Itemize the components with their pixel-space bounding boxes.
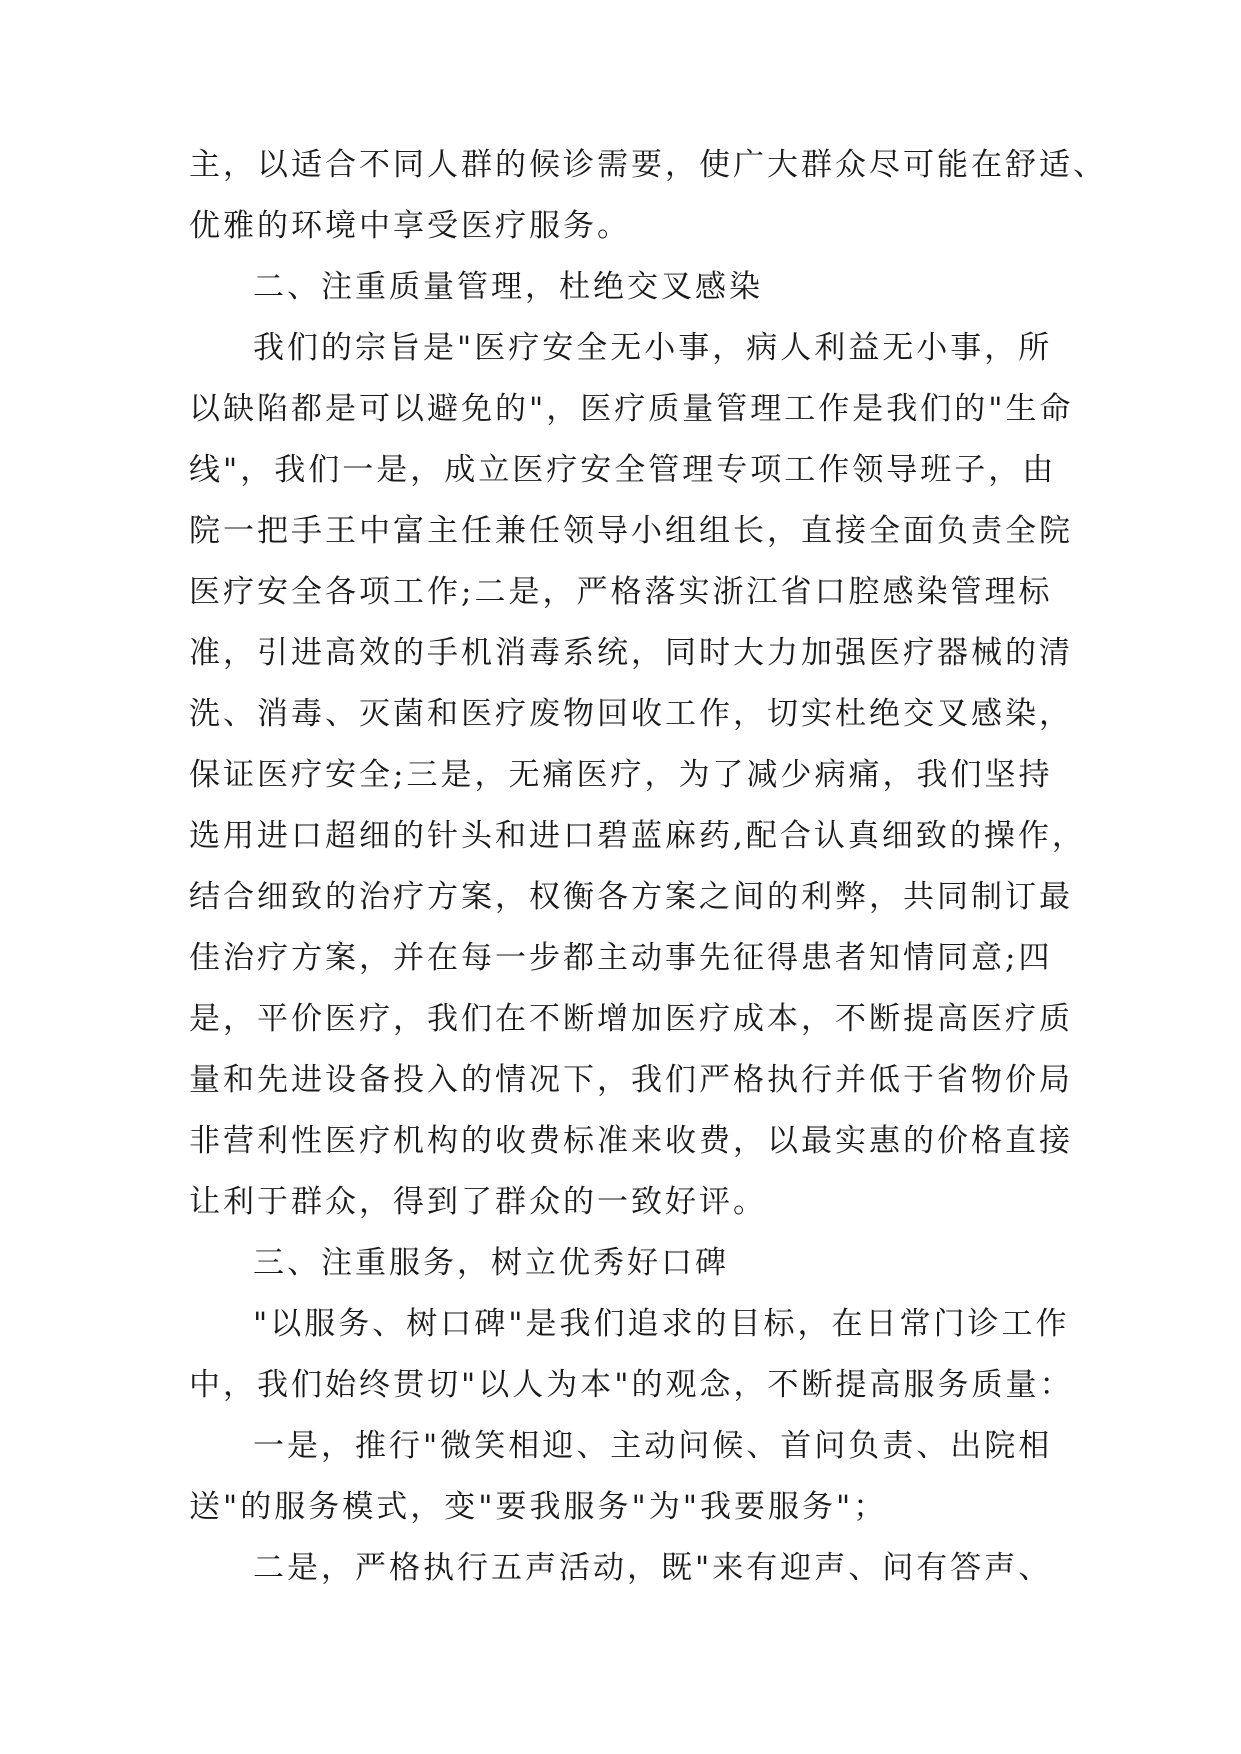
- body-line: 保证医疗安全;三是，无痛医疗，为了减少病痛，我们坚持: [189, 757, 1053, 793]
- body-line: 佳治疗方案，并在每一步都主动事先征得患者知情同意;四: [189, 940, 1053, 976]
- body-line: 结合细致的治疗方案，权衡各方案之间的利弊，共同制订最: [189, 879, 1073, 915]
- section-heading: 三、注重服务，树立优秀好口碑: [253, 1245, 729, 1281]
- body-line: 洗、消毒、灭菌和医疗废物回收工作，切实杜绝交叉感染，: [189, 696, 1073, 732]
- body-line: 以缺陷都是可以避免的"，医疗质量管理工作是我们的"生命: [189, 391, 1074, 427]
- body-line: 准，引进高效的手机消毒系统，同时大力加强医疗器械的清: [189, 635, 1073, 671]
- body-line: "以服务、树口碑"是我们追求的目标，在日常门诊工作: [253, 1306, 1070, 1342]
- body-line: 线"，我们一是，成立医疗安全管理专项工作领导班子，由: [189, 452, 1057, 488]
- body-line: 一是，推行"微笑相迎、主动问候、首问负责、出院相: [253, 1428, 1053, 1464]
- body-line: 主，以适合不同人群的候诊需要，使广大群众尽可能在舒适、: [189, 147, 1107, 183]
- body-line: 非营利性医疗机构的收费标准来收费，以最实惠的价格直接: [189, 1123, 1073, 1159]
- body-line: 让利于群众，得到了群众的一致好评。: [189, 1184, 767, 1220]
- document-body: [189, 135, 1107, 1599]
- body-line: 中，我们始终贯切"以人为本"的观念，不断提高服务质量：: [189, 1367, 1074, 1403]
- body-line: 我们的宗旨是"医疗安全无小事，病人利益无小事，所: [253, 330, 1053, 366]
- body-line: 医疗安全各项工作;二是，严格落实浙江省口腔感染管理标: [189, 574, 1053, 610]
- body-line: 院一把手王中富主任兼任领导小组组长，直接全面负责全院: [189, 513, 1073, 549]
- body-line: 优雅的环境中享受医疗服务。: [189, 208, 631, 244]
- body-line: 选用进口超细的针头和进口碧蓝麻药,配合认真细致的操作，: [189, 818, 1086, 854]
- body-line: 送"的服务模式，变"要我服务"为"我要服务"；: [189, 1489, 888, 1525]
- body-line: 量和先进设备投入的情况下，我们严格执行并低于省物价局: [189, 1062, 1073, 1098]
- body-line: 二是，严格执行五声活动，既"来有迎声、问有答声、: [253, 1550, 1053, 1586]
- body-line: 是，平价医疗，我们在不断增加医疗成本，不断提高医疗质: [189, 1001, 1073, 1037]
- section-heading: 二、注重质量管理，杜绝交叉感染: [253, 269, 763, 305]
